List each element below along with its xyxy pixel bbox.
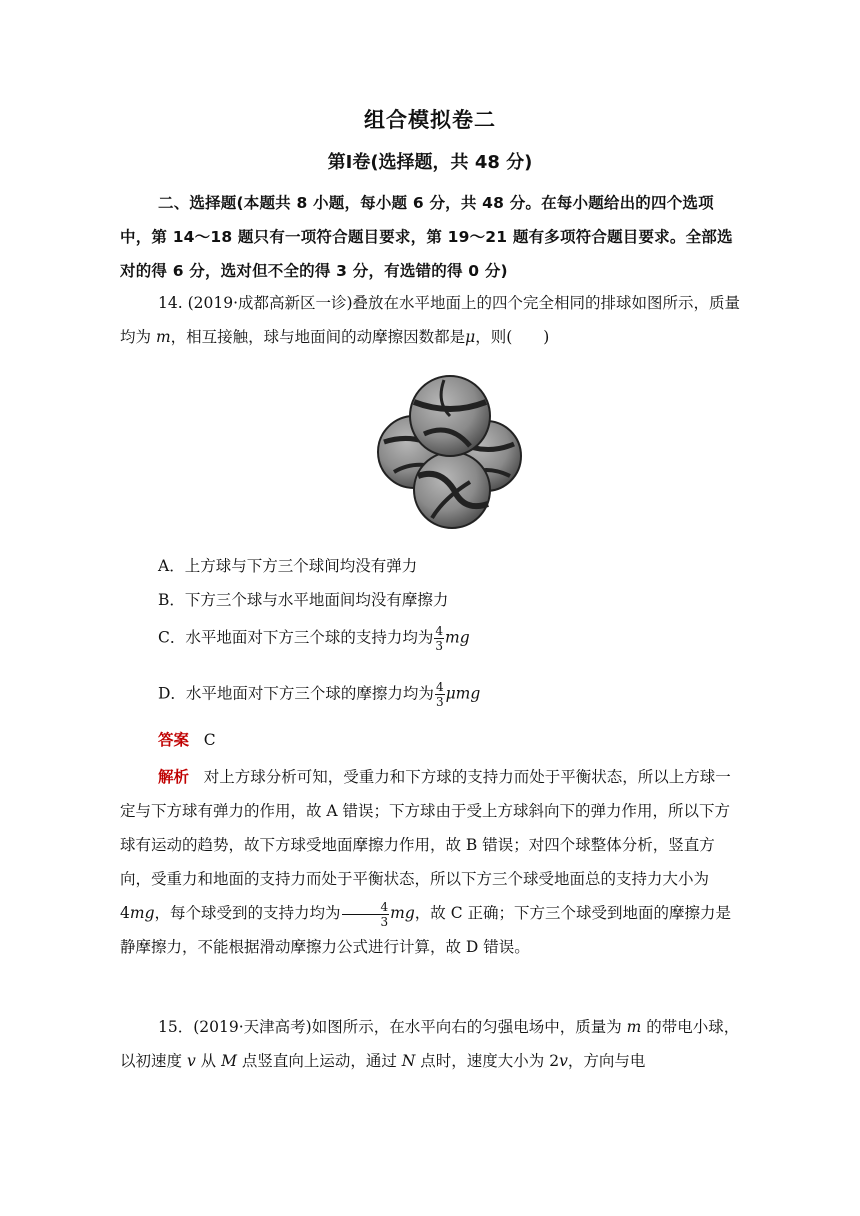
q15-text: 的带电小球，以初速度 (120, 1018, 740, 1070)
volleyball-stack-figure (374, 372, 526, 530)
q14-mass-symbol: m (155, 328, 171, 346)
analysis-label: 解析 (158, 768, 190, 786)
option-d-formula: μmg (445, 684, 481, 703)
q15-text: 点时，速度大小为 2 (415, 1052, 560, 1070)
q14-stem-part: ，则( ) (475, 328, 550, 346)
q15-text: 15．(2019·天津高考)如图所示，在水平向右的匀强电场中，质量为 (158, 1018, 627, 1036)
q15-point-n: N (401, 1052, 416, 1070)
q14-mu-symbol: μ (465, 328, 476, 346)
option-c-fraction (434, 624, 444, 653)
option-c-text: C．水平地面对下方三个球的支持力均为 (158, 628, 434, 647)
fraction-denominator: 3 (435, 639, 444, 653)
q14-stem-part: 14. (2019·成都高新区一诊)叠放在水平地面上的四个完全相同的排球如图所示，质量均为 (120, 294, 741, 346)
option-c-formula: mg (445, 628, 470, 647)
q15-velocity-symbol: v (559, 1052, 568, 1070)
q15-text: 从 (195, 1052, 222, 1070)
option-d-text: D．水平地面对下方三个球的摩擦力均为 (158, 684, 434, 703)
q15-text: 点竖直向上运动，通过 (236, 1052, 402, 1070)
option-d (158, 680, 480, 709)
analysis-text: 对上方球分析可知，受重力和下方球的支持力而处于平衡状态，所以上方球一定与下方球有弹力的作用，故 A 错误；下方球由于受上方球斜向下的弹力作用，所以下方球有运动的趋势，故下方球受地面摩擦力作用，故 B 错误；对四个球整体分析，竖直方向，受重力和地面的支持力而处于平衡状态，所以下方三个球受地面总的支持力大小为 4 (120, 768, 731, 922)
answer-value: C (203, 731, 216, 749)
analysis-fraction (342, 900, 390, 929)
fraction-numerator: 4 (342, 900, 390, 915)
q15-mass-symbol: m (626, 1018, 642, 1036)
fraction-denominator: 3 (435, 695, 444, 709)
analysis-formula: mg (129, 904, 155, 922)
question-15-stem (120, 1010, 742, 1078)
q15-velocity-symbol: v (186, 1052, 196, 1070)
analysis-text: ，每个球受到的支持力均为 (154, 904, 341, 922)
option-d-fraction (435, 680, 445, 709)
fraction-numerator: 4 (435, 624, 444, 638)
analysis-paragraph (120, 760, 742, 964)
option-b: B．下方三个球与水平地面间均没有摩擦力 (158, 591, 449, 609)
volleyball-top (410, 376, 490, 456)
q15-text: ，方向与电 (567, 1052, 646, 1070)
fraction-denominator: 3 (380, 914, 389, 929)
analysis-formula: mg (390, 904, 415, 922)
answer-label: 答案 (158, 731, 190, 749)
page-title: 组合模拟卷二 (364, 108, 496, 132)
analysis-text: ，故 C 正确；下方三个球受到地面的摩擦力是静摩擦力，不能根据滑动摩擦力公式进行计算，故 D 错误。 (120, 904, 731, 956)
section-subtitle: 第Ⅰ卷(选择题，共 48 分) (327, 152, 533, 173)
answer-line (158, 728, 216, 752)
section-instructions: 二、选择题(本题共 8 小题，每小题 6 分，共 48 分。在每小题给出的四个选项中，第 14～18 题只有一项符合题目要求，第 19～21 题有多项符合题目要求。全部选对的得 6 分，选对但不全的得 3 分，有选错的得 0 分) (120, 194, 733, 280)
volleyball-front (414, 452, 490, 528)
fraction-numerator: 4 (435, 680, 444, 694)
option-c (158, 624, 470, 653)
question-14-stem (120, 286, 742, 354)
q14-stem-part: ，相互接触，球与地面间的动摩擦因数都是 (170, 328, 466, 346)
option-a: A．上方球与下方三个球间均没有弹力 (158, 557, 418, 575)
q15-point-m: M (221, 1052, 237, 1070)
